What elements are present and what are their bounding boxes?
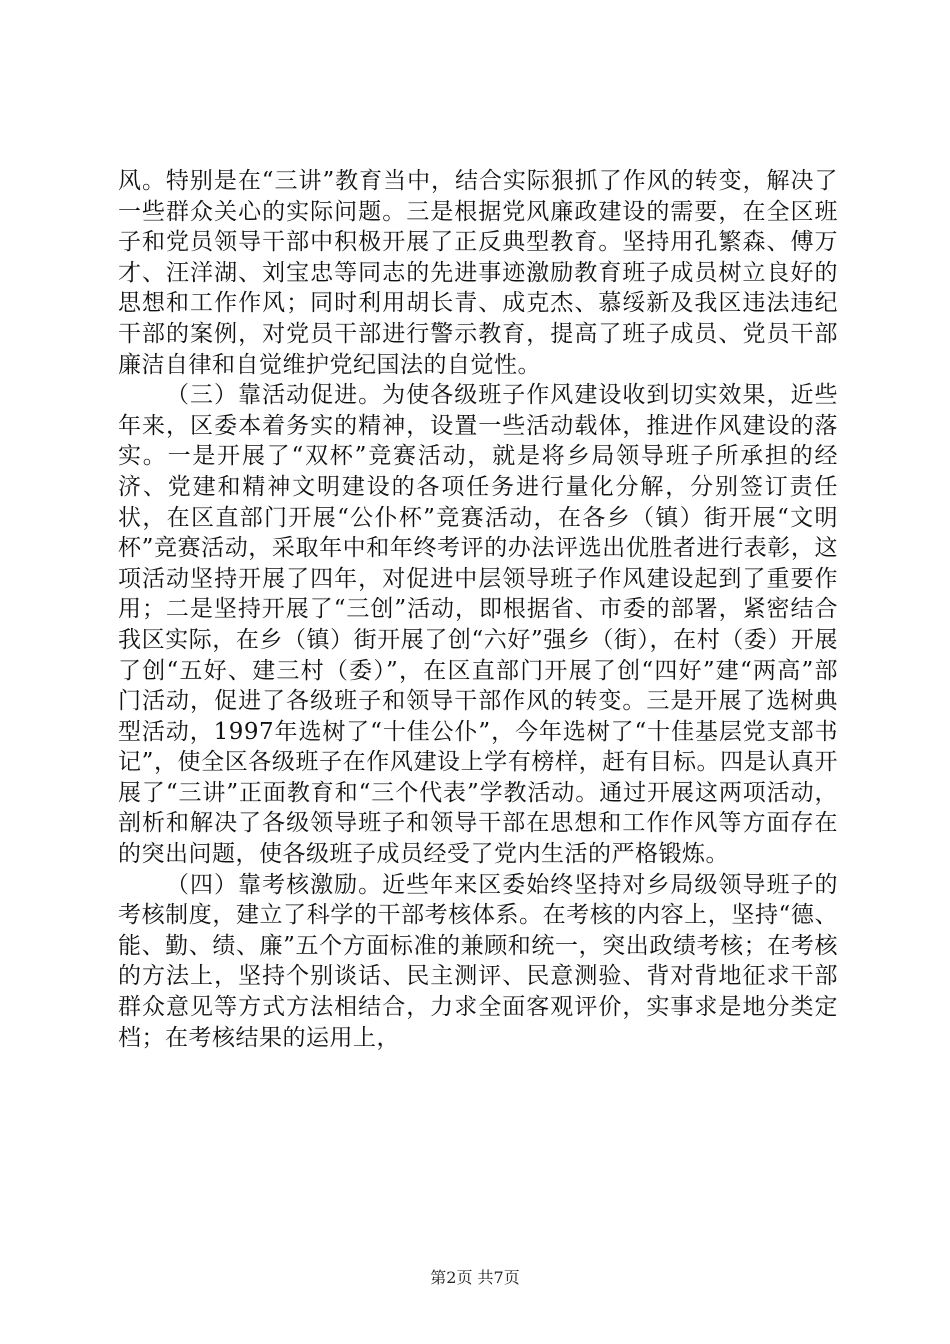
paragraph-2: （三）靠活动促进。为使各级班子作风建设收到切实效果，近些年来，区委本着务实的精神，设置一些活动载体，推进作风建设的落实。一是开展了“双杯”竞赛活动，就是将乡局领导班子所承担的经济、党建和精神文明建设的各项任务进行量化分解，分别签订责任状，在区直部门开展“公仆杯”竞赛活动，在各乡（镇）街开展“文明杯”竞赛活动，采取年中和年终考评的办法评选出优胜者进行表彰，这项活动坚持开展了四年，对促进中层领导班子作风建设起到了重要作用；二是坚持开展了“三创”活动，即根据省、市委的部署，紧密结合我区实际，在乡（镇）街开展了创“六好”强乡（街），在村（委）开展了创“五好、建三村（委）”，在区直部门开展了创“四好”建“两高”部门活动，促进了各级班子和领导干部作风的转变。三是开展了选树典型活动，1997年选树了“十佳公仆”，今年选树了“十佳基层党支部书记”，使全区各级班子在作风建设上学有榜样，赶有目标。四是认真开展了“三讲”正面教育和“三个代表”学教活动。通过开展这两项活动，剖析和解决了各级领导班子和领导干部在思想和工作作风等方面存在的突出问题，使各级班子成员经受了党内生活的严格锻炼。 bbox=[118, 382, 838, 868]
paragraph-1: 风。特别是在“三讲”教育当中，结合实际狠抓了作风的转变，解决了一些群众关心的实际问题。三是根据党风廉政建设的需要，在全区班子和党员领导干部中积极开展了正反典型教育。坚持用孔繁森、傅万才、汪洋湖、刘宝忠等同志的先进事迹激励教育班子成员树立良好的思想和工作作风；同时利用胡长青、成克杰、慕绥新及我区违法违纪干部的案例，对党员干部进行警示教育，提高了班子成员、党员干部廉洁自律和自觉维护党纪国法的自觉性。 bbox=[118, 168, 838, 378]
body-text bbox=[118, 166, 838, 1053]
paragraph-3: （四）靠考核激励。近些年来区委始终坚持对乡局级领导班子的考核制度，建立了科学的干部考核体系。在考核的内容上，坚持“德、能、勤、绩、廉”五个方面标准的兼顾和统一，突出政绩考核；在考核的方法上，坚持个别谈话、民主测评、民意测验、背对背地征求干部群众意见等方式方法相结合，力求全面客观评价，实事求是地分类定档；在考核结果的运用上， bbox=[118, 871, 838, 1051]
page-number-footer: 第2页 共7页 bbox=[430, 1268, 520, 1287]
